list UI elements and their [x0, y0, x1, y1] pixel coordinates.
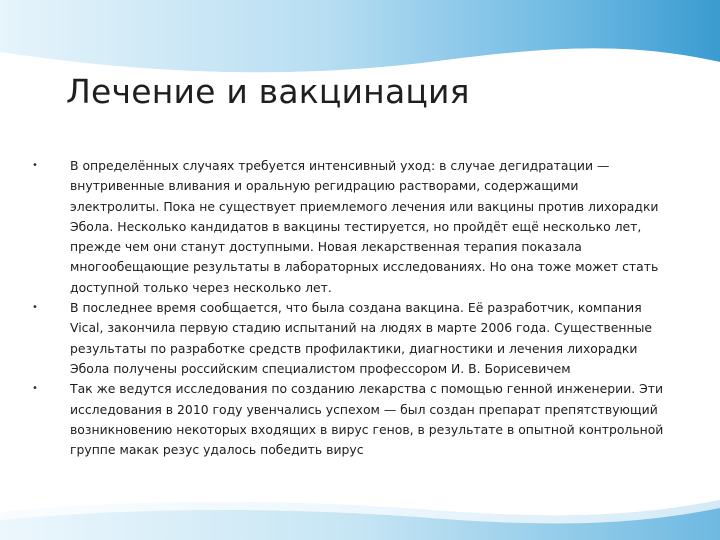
bullet-dot-icon: •	[32, 383, 38, 395]
bullet-dot-icon: •	[32, 302, 38, 314]
bullet-text: В последнее время сообщается, что была создана вакцина. Её разработчик, компания Vical, закончила первую стадию испытаний на людях в марте 2006 года. Существенные результаты по разработке средств профилактики, диагностики и лечения лихорадки Эбола получены российским специалистом профессором И. В. Борисевичем	[70, 300, 652, 376]
bullet-dot-icon: •	[32, 160, 38, 171]
bullet-list	[30, 156, 670, 460]
bullet-item	[30, 379, 670, 460]
bullet-item	[30, 156, 670, 298]
bullet-text: В определённых случаях требуется интенсивный уход: в случае дегидратации — внутривенные вливания и оральную регидрацию растворами, содержащими электролиты. Пока не существует приемлемого лечения или вакцины против лихорадки Эбола. Несколько кандидатов в вакцины тестируется, но пройдёт ещё несколько лет, прежде чем они станут доступными. Новая лекарственная терапия показала многообещающие результаты в лабораторных исследованиях. Но она тоже может стать доступной только через несколько лет.	[70, 158, 659, 295]
bullet-item	[30, 298, 670, 379]
bullet-text: Так же ведутся исследования по созданию лекарства с помощью генной инженерии. Эти исследования в 2010 году увенчались успехом — был создан препарат препятствующий возникновению некоторых входящих в вирус генов, в результате в опытной контрольной группе макак резус удалось победить вирус	[70, 381, 664, 458]
slide-title: Лечение и вакцинация	[66, 72, 470, 111]
